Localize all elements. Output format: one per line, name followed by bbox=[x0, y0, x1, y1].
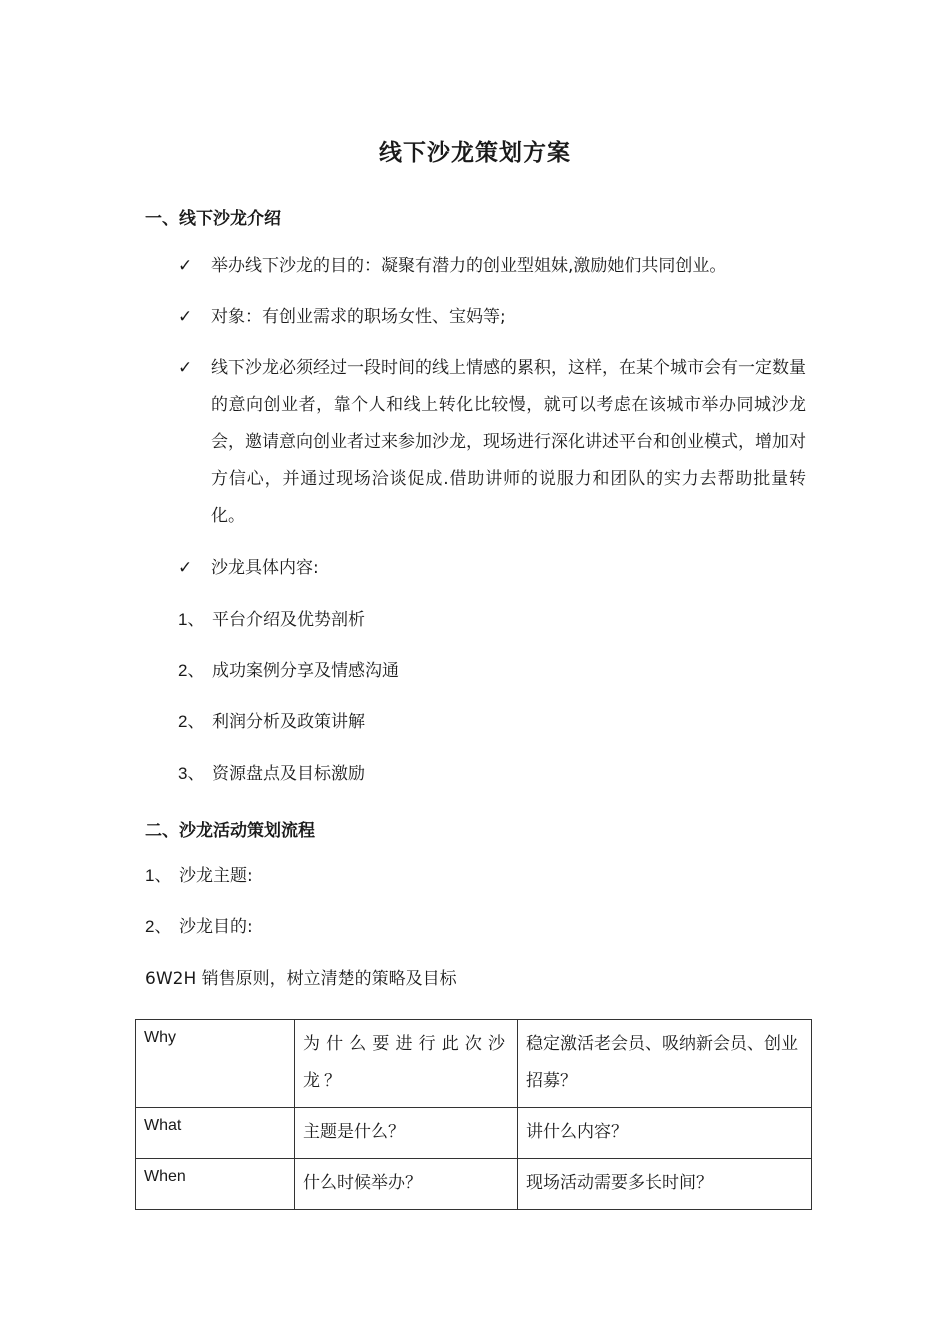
table-cell-question: 主题是什么？ bbox=[295, 1108, 518, 1159]
list-number: 2、 bbox=[178, 661, 205, 680]
table-cell-question: 什么时候举办？ bbox=[295, 1159, 518, 1210]
checkmark-icon: ✓ bbox=[178, 358, 193, 378]
list-number: 2、 bbox=[178, 712, 205, 731]
table-row bbox=[136, 1020, 812, 1108]
list-number: 1、 bbox=[178, 610, 205, 629]
table-cell-answer: 现场活动需要多长时间？ bbox=[518, 1159, 812, 1210]
section-heading-intro: 一、线下沙龙介绍 bbox=[145, 209, 281, 229]
table-cell-answer: 讲什么内容？ bbox=[518, 1108, 812, 1159]
table-cell-key: What bbox=[136, 1108, 295, 1159]
bullet-text: 沙龙具体内容: bbox=[211, 558, 319, 578]
list-text: 资源盘点及目标激励 bbox=[212, 764, 365, 784]
list-text: 利润分析及政策讲解 bbox=[212, 712, 365, 732]
table-cell-question: 为什么要进行此次沙龙？ bbox=[295, 1020, 518, 1108]
checkmark-icon: ✓ bbox=[178, 307, 193, 327]
bullet-item bbox=[178, 248, 818, 285]
list-number: 3、 bbox=[178, 764, 205, 783]
list-text: 沙龙目的: bbox=[179, 917, 253, 937]
list-item bbox=[145, 909, 253, 945]
6w2h-table bbox=[135, 1019, 812, 1210]
bullet-item bbox=[178, 550, 818, 587]
checkmark-icon: ✓ bbox=[178, 558, 193, 578]
principle-note: 6W2H 销售原则，树立清楚的策略及目标 bbox=[145, 969, 457, 989]
list-text: 成功案例分享及情感沟通 bbox=[212, 661, 399, 681]
table-cell-key: Why bbox=[136, 1020, 295, 1108]
bullet-text: 举办线下沙龙的目的：凝聚有潜力的创业型姐妹,激励她们共同创业。 bbox=[211, 256, 727, 276]
list-number: 1、 bbox=[145, 866, 172, 885]
document-title: 线下沙龙策划方案 bbox=[379, 140, 571, 166]
bullet-text: 对象：有创业需求的职场女性、宝妈等; bbox=[211, 307, 506, 327]
list-item bbox=[178, 602, 365, 638]
section-heading-process: 二、沙龙活动策划流程 bbox=[145, 821, 315, 841]
table-cell-answer: 稳定激活老会员、吸纳新会员、创业招募？ bbox=[518, 1020, 812, 1108]
bullet-item bbox=[178, 299, 818, 336]
checkmark-icon: ✓ bbox=[178, 256, 193, 276]
list-item bbox=[178, 704, 365, 740]
list-item bbox=[178, 653, 399, 689]
list-text: 平台介绍及优势剖析 bbox=[212, 610, 365, 630]
list-number: 2、 bbox=[145, 917, 172, 936]
table-row bbox=[136, 1108, 812, 1159]
list-text: 沙龙主题: bbox=[179, 866, 253, 886]
list-item bbox=[178, 756, 365, 792]
table-row bbox=[136, 1159, 812, 1210]
bullet-item bbox=[178, 350, 818, 535]
list-item bbox=[145, 858, 253, 894]
bullet-text: 线下沙龙必须经过一段时间的线上情感的累积，这样，在某个城市会有一定数量的意向创业者，靠个人和线上转化比较慢，就可以考虑在该城市举办同城沙龙会，邀请意向创业者过来参加沙龙，现场进行深化讲述平台和创业模式，增加对方信心，并通过现场洽谈促成.借助讲师的说服力和团队的实力去帮助批量转化。 bbox=[211, 358, 806, 526]
table-cell-key: When bbox=[136, 1159, 295, 1210]
